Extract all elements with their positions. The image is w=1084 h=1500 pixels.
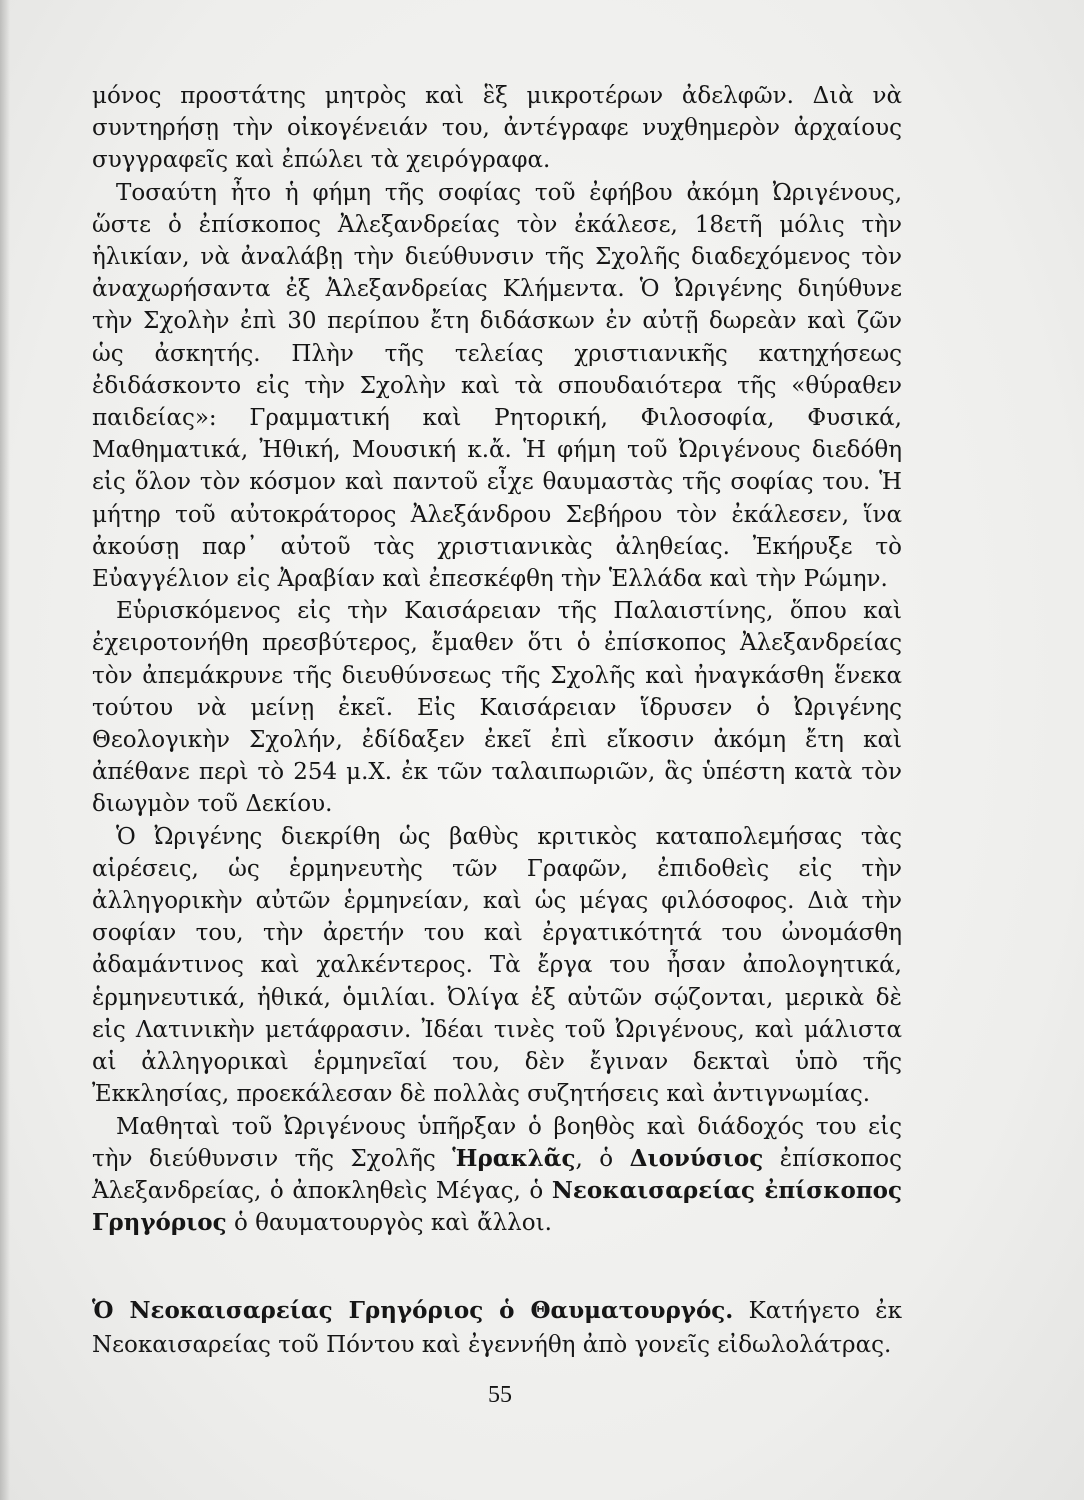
paragraph-3 [92,595,902,820]
paragraph-1: μόνος προστάτης μητρὸς καὶ ἓξ μικροτέρων ἀδελφῶν. Διὰ νὰ συντηρήσῃ τὴν οἰκογένειάν του, ἀντέγραφε νυχθημερὸν ἀρχαίους συγγραφεῖς καὶ ἐπώλει τὰ χειρόγραφα. [92,83,902,174]
paragraph-2-text: Τοσαύτη ἦτο ἡ φήμη τῆς σοφίας τοῦ ἐφήβου ἀκόμη Ὠριγένους, ὥστε ὁ ἐπίσκοπος Ἀλεξανδρείας τὸν ἐκάλεσε, 18ετῆ μόλις τὴν ἡλικίαν, νὰ ἀναλάβῃ τὴν διεύθυνσιν τῆς Σχολῆς διαδεχόμενος τὸν ἀναχωρήσαντα ἐξ Ἀλεξανδρείας Κλήμεντα. Ὁ Ὠριγένης διηύθυνε τὴν Σχολὴν ἐπὶ 30 περίπου ἔτη διδάσκων ἐν αὐτῇ δωρεὰν καὶ ζῶν ὡς ἀσκητής. Πλὴν τῆς τελείας χριστιανικῆς κατηχήσεως ἐδιδάσκοντο εἰς τὴν Σχολὴν καὶ τὰ σπουδαιότερα τῆς «θύραθεν παιδείας»: Γραμματική καὶ Ρητορική, Φιλοσοφία, Φυσικά, Μαθηματικά, Ἠθική, Μουσική κ.ἄ. Ἡ φήμη τοῦ Ὠριγένους διεδόθη εἰς ὅλον τὸν κόσμον καὶ παντοῦ εἶχε θαυμαστὰς τῆς σοφίας του. Ἡ μήτηρ τοῦ αὐτοκράτορος Ἀλεξάνδρου Σεβήρου τὸν ἐκάλεσεν, ἵνα ἀκούσῃ παρ᾽ αὐτοῦ τὰς χριστιανικὰς ἀληθείας. Ἐκήρυξε τὸ Εὐαγγέλιον εἰς Ἀραβίαν καὶ ἐπεσκέφθη τὴν Ἑλλάδα καὶ τὴν Ρώμην. [92,179,902,593]
disciple-name-heraklas: Ἡρακλᾶς [452,1144,576,1172]
paragraph-2 [92,177,902,596]
section-heading: Ὁ Νεοκαισαρείας Γρηγόριος ὁ Θαυματουργός. [92,1297,734,1324]
disciples-intro: Μαθηταὶ τοῦ Ὠριγένους ὑπῆρξαν ὁ βοηθὸς καὶ διάδοχός του εἰς τὴν διεύθυνσιν τῆς Σχολῆς [92,1113,902,1172]
paragraph-5 [92,1111,902,1240]
section-paragraph [92,1294,902,1362]
paragraph-4-text: Ὁ Ὠριγένης διεκρίθη ὡς βαθὺς κριτικὸς καταπολεμήσας τὰς αἱρέσεις, ὡς ἑρμηνευτὴς τῶν Γραφῶν, ἐπιδοθεὶς εἰς τὴν ἀλληγορικὴν αὐτῶν ἑρμηνείαν, καὶ ὡς μέγας φιλόσοφος. Διὰ τὴν σοφίαν του, τὴν ἀρετήν του καὶ ἐργατικότητά του ὠνομάσθη ἀδαμάντινος καὶ χαλκέντερος. Τὰ ἔργα του ἦσαν ἀπολογητικά, ἑρμηνευτικά, ἠθικά, ὁμιλίαι. Ὀλίγα ἐξ αὐτῶν σῴζονται, μερικὰ δὲ εἰς Λατινικὴν μετάφρασιν. Ἰδέαι τινὲς τοῦ Ὠριγένους, καὶ μάλιστα αἱ ἀλληγορικαὶ ἑρμηνεῖαί του, δὲν ἔγιναν δεκταὶ ὑπὸ τῆς Ἐκκλησίας, προεκάλεσαν δὲ πολλὰς συζητήσεις καὶ ἀντιγνωμίας. [92,823,902,1108]
disciples-sep: , ὁ [575,1145,614,1172]
section-gregorios [92,1294,902,1362]
disciple-name-gregorios: Νεοκαισαρείας ἐπίσκοπος Γρηγόριος [92,1176,903,1237]
disciples-end: ὁ θαυματουργὸς καὶ ἄλλοι. [233,1210,552,1237]
paragraph-3-text: Εὑρισκόμενος εἰς τὴν Καισάρειαν τῆς Παλαιστίνης, ὅπου καὶ ἐχειροτονήθη πρεσβύτερος, ἔμαθεν ὅτι ὁ ἐπίσκοπος Ἀλεξανδρείας τὸν ἀπεμάκρυνε τῆς διευθύνσεως τῆς Σχολῆς καὶ ἠναγκάσθη ἕνεκα τούτου νὰ μείνῃ ἐκεῖ. Εἰς Καισάρειαν ἵδρυσεν ὁ Ὠριγένης Θεολογικὴν Σχολήν, ἐδίδαξεν ἐκεῖ ἐπὶ εἴκοσιν ἀκόμη ἔτη καὶ ἀπέθανε περὶ τὸ 254 μ.Χ. ἐκ τῶν ταλαιπωριῶν, ἃς ὑπέστη κατὰ τὸν διωγμὸν τοῦ Δεκίου. [92,598,902,818]
section-text: Κατήγετο ἐκ Νεοκαισαρείας τοῦ Πόντου καὶ ἐγεννήθη ἀπὸ γονεῖς εἰδωλολάτρας. [92,1298,903,1358]
paragraph-4 [92,821,902,1111]
page-number: 55 [488,1382,512,1408]
disciples-mid: ἐπίσκοπος Ἀλεξανδρείας, ὁ ἀποκληθεὶς Μέγας, ὁ [92,1145,902,1204]
body-text [92,80,902,1239]
disciple-name-dionysios: Διονύσιος [629,1144,764,1172]
